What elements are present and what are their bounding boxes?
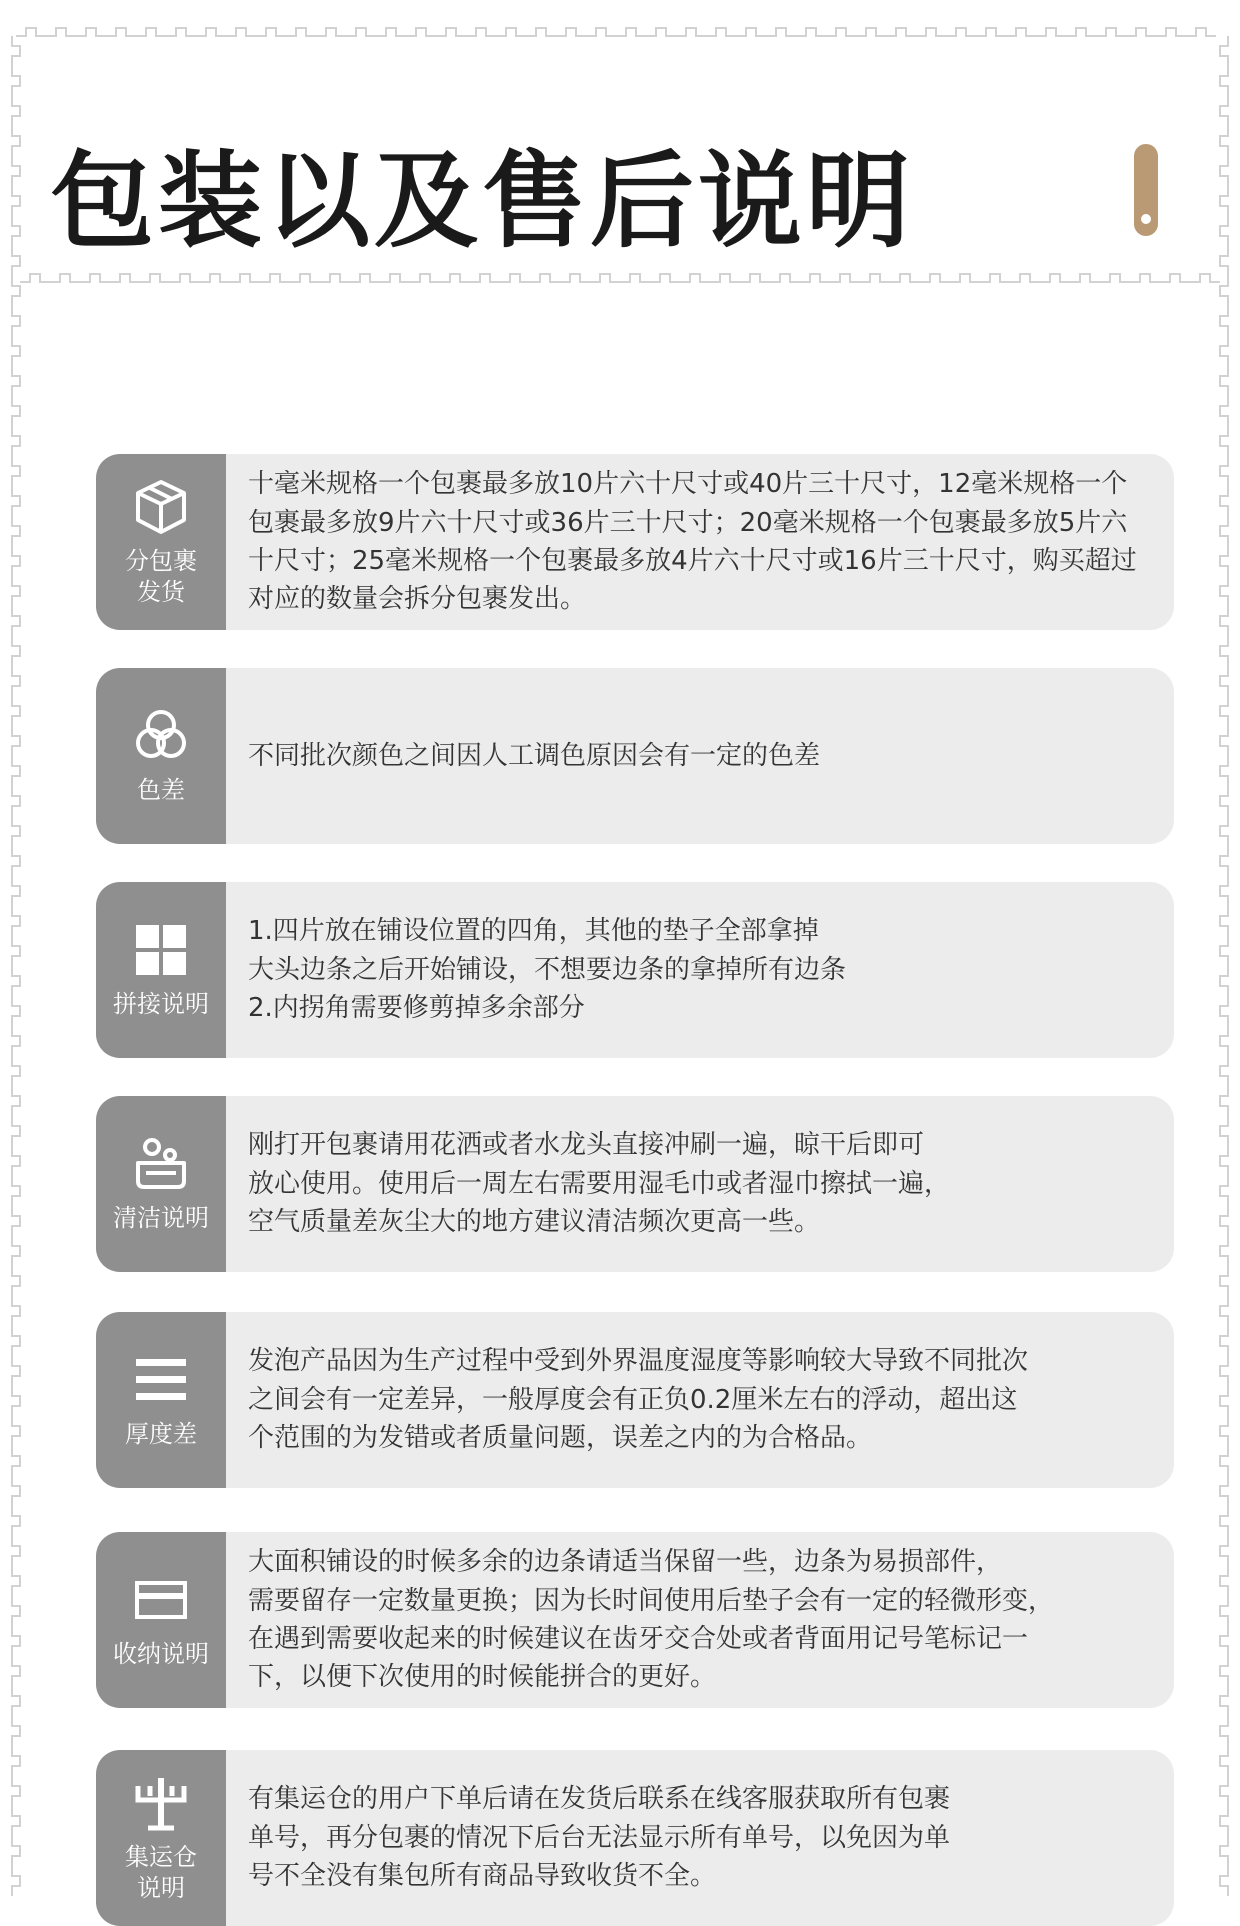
card-label: 色差	[137, 776, 185, 805]
card-side	[96, 1532, 226, 1708]
card-side	[96, 454, 226, 630]
bath-icon	[130, 1133, 192, 1195]
card-text: 十毫米规格一个包裹最多放10片六十尺寸或40片三十尺寸，12毫米规格一个包裹最多放9片六十尺寸或36片三十尺寸；20毫米规格一个包裹最多放5片六十尺寸；25毫米规格一个包裹最多放4片六十尺寸或16片三十尺寸，购买超过对应的数量会拆分包裹发出。	[248, 469, 1137, 615]
card-text: 1.四片放在铺设位置的四角，其他的垫子全部拿掉 大头边条之后开始铺设，不想要边条的拿掉所有边条 2.内拐角需要修剪掉多余部分	[248, 916, 847, 1024]
card-label: 分包裹 发货	[125, 546, 197, 606]
card-text: 有集运仓的用户下单后请在发货后联系在线客服获取所有包裹 单号，再分包裹的情况下后台无法显示所有单号，以免因为单 号不全没有集包所有商品导致收货不全。	[248, 1784, 951, 1892]
card-package-split	[96, 454, 1174, 630]
card-color-difference	[96, 668, 1174, 844]
card-storage	[96, 1532, 1174, 1708]
tag-icon	[1134, 144, 1158, 236]
card-label: 厚度差	[125, 1420, 197, 1449]
card-label: 拼接说明	[113, 990, 209, 1019]
card-consolidation-warehouse	[96, 1750, 1174, 1926]
card-label: 清洁说明	[113, 1204, 209, 1233]
card-side	[96, 1312, 226, 1488]
card-text: 大面积铺设的时候多余的边条请适当保留一些，边条为易损部件， 需要留存一定数量更换；因为长时间使用后垫子会有一定的轻微形变， 在遇到需要收起来的时候建议在齿牙交合处或者背面用记号笔标记一 下，以便下次使用的时候能拼合的更好。	[248, 1547, 1055, 1693]
card-label: 集运仓 说明	[125, 1842, 197, 1902]
color-circles-icon	[130, 705, 192, 767]
card-thickness	[96, 1312, 1174, 1488]
card-cleaning	[96, 1096, 1174, 1272]
card-side	[96, 668, 226, 844]
card-text: 发泡产品因为生产过程中受到外界温度湿度等影响较大导致不同批次 之间会有一定差异，一般厚度会有正负0.2厘米左右的浮动，超出这 个范围的为发错或者质量问题，误差之内的为合格品。	[248, 1346, 1029, 1454]
card-label: 收纳说明	[113, 1640, 209, 1669]
box-icon	[130, 476, 192, 538]
notes-panel	[6, 326, 1234, 1906]
card-splicing	[96, 882, 1174, 1058]
card-side	[96, 1096, 226, 1272]
card-text: 刚打开包裹请用花洒或者水龙头直接冲刷一遍，晾干后即可 放心使用。使用后一周左右需要用湿毛巾或者湿巾擦拭一遍， 空气质量差灰尘大的地方建议清洁频次更高一些。	[248, 1130, 951, 1238]
warehouse-icon	[130, 1772, 192, 1834]
card-side	[96, 1750, 226, 1926]
card-text: 不同批次颜色之间因人工调色原因会有一定的色差	[248, 740, 821, 771]
page-frame	[6, 26, 1234, 1906]
storage-card-icon	[130, 1569, 192, 1631]
tiles-icon	[130, 919, 192, 981]
page-title: 包装以及售后说明	[50, 140, 915, 262]
card-side	[96, 882, 226, 1058]
header	[6, 26, 1234, 336]
layers-icon	[130, 1349, 192, 1411]
